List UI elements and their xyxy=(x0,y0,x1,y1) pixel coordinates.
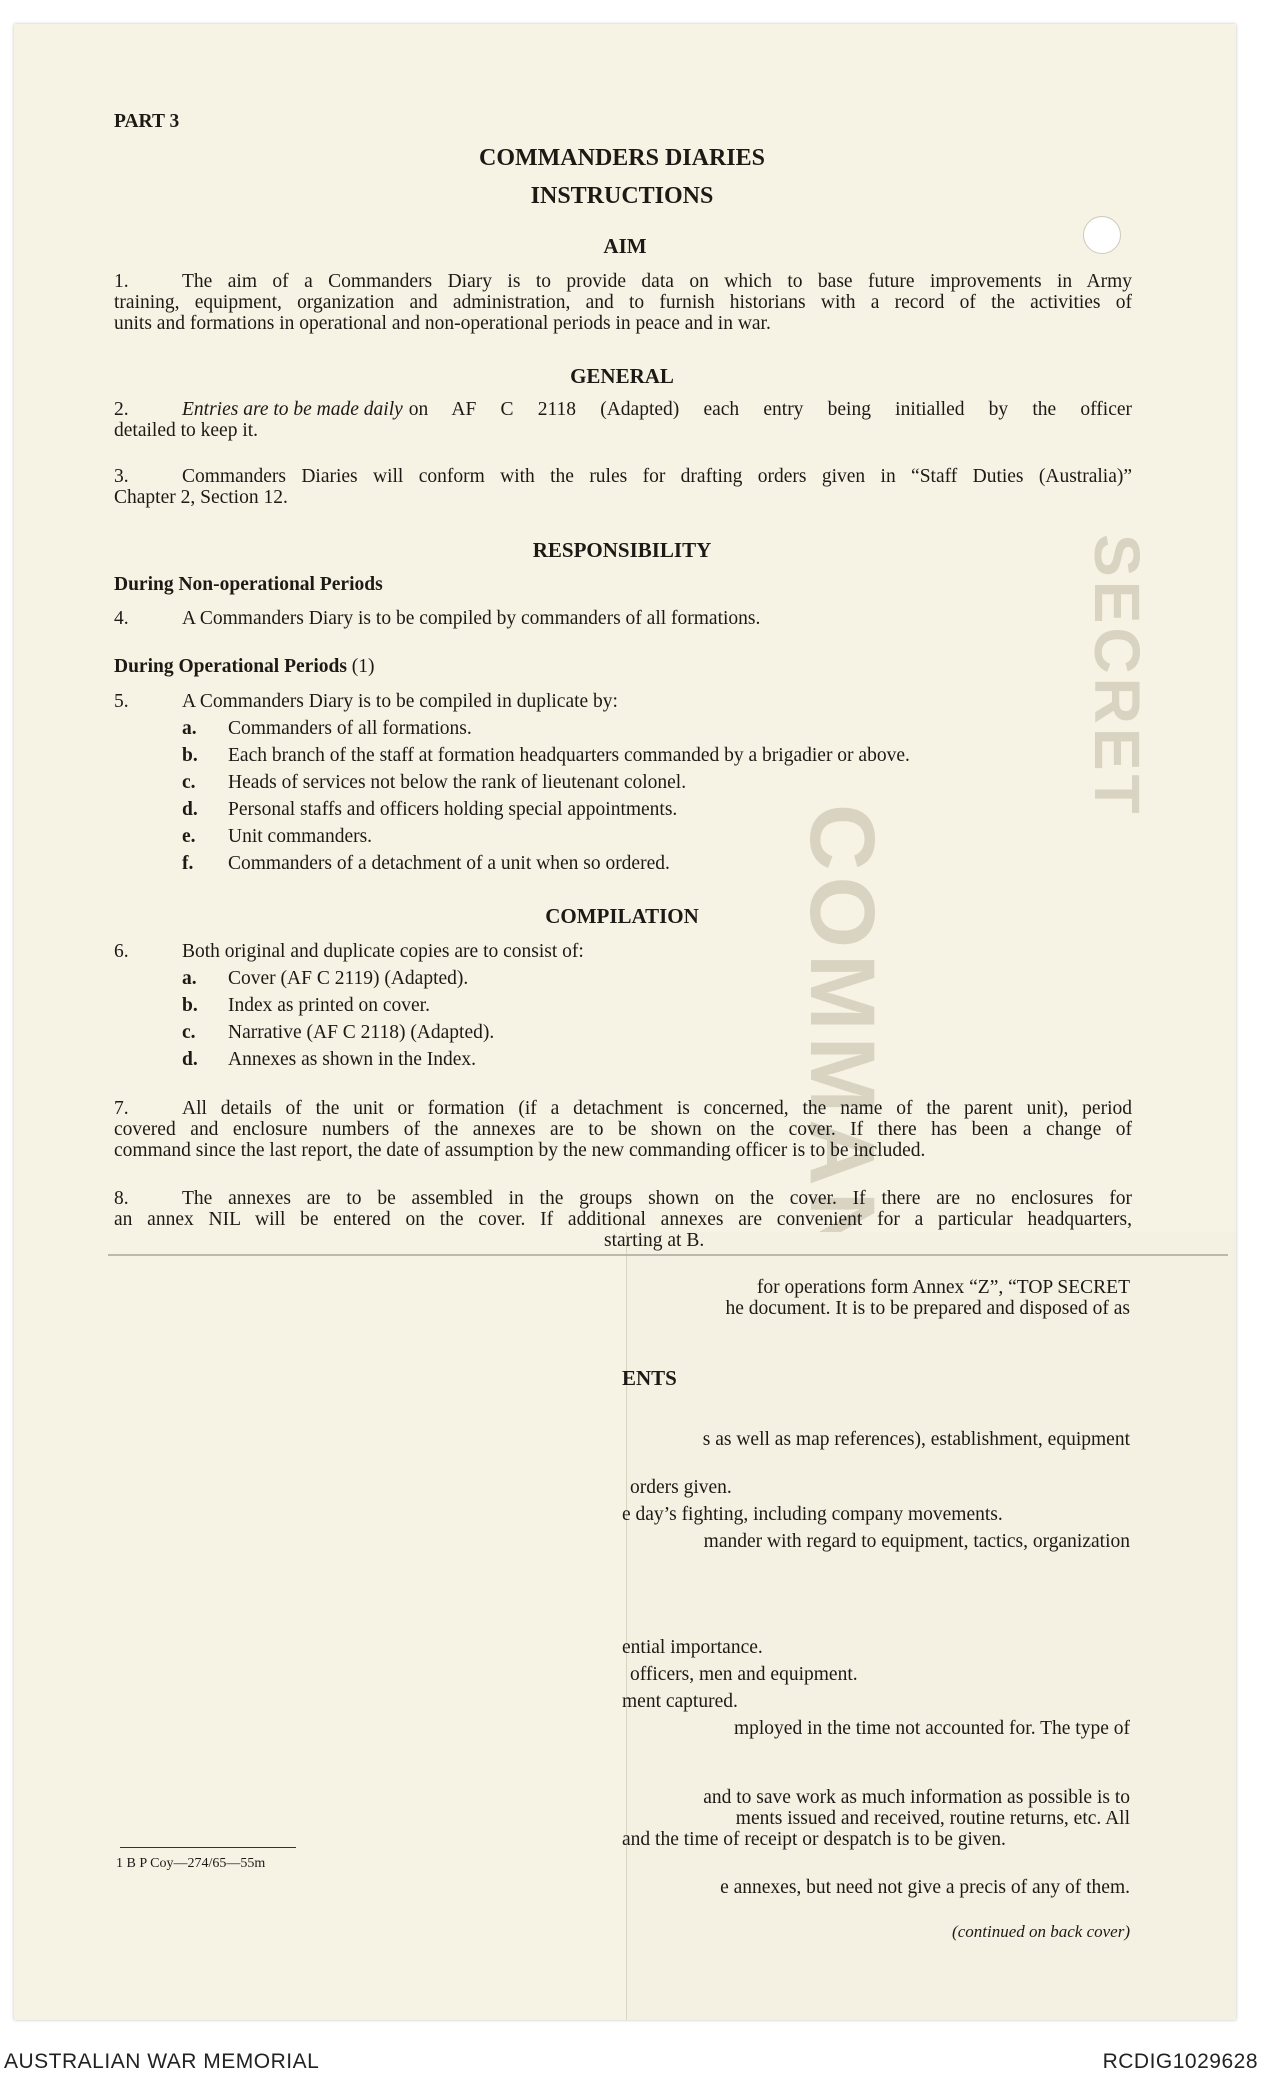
flap-line: e day’s fighting, including company movements. xyxy=(622,1504,1003,1525)
para-6-item-text: Index as printed on cover. xyxy=(228,995,430,1016)
subheading-operational xyxy=(114,655,375,679)
para-5-item-text: Commanders of a detachment of a unit when so ordered. xyxy=(228,853,670,874)
folded-flap xyxy=(626,1232,1236,2020)
para-5-line-1: A Commanders Diary is to be compiled in duplicate by: xyxy=(182,691,618,712)
para-6-number: 6. xyxy=(114,941,129,962)
subheading-operational-note: (1) xyxy=(351,656,375,677)
heading-responsibility: RESPONSIBILITY xyxy=(532,538,712,562)
para-5-number: 5. xyxy=(114,691,129,712)
para-1-line-3: units and formations in operational and non-operational periods in peace and in war. xyxy=(114,313,771,334)
para-8-line-2: an annex NIL will be entered on the cover. If additional annexes are convenient for a particular headquarters, xyxy=(114,1209,1132,1230)
para-3-line-1: Commanders Diaries will conform with the rules for drafting orders given in “Staff Duties (Australia)” xyxy=(182,466,1132,487)
para-3-number: 3. xyxy=(114,466,129,487)
para-5-item-letter: b. xyxy=(182,745,198,766)
para-2-line-1 xyxy=(182,398,1132,422)
print-code-rule xyxy=(120,1847,296,1848)
continued-note: (continued on back cover) xyxy=(952,1922,1130,1941)
para-6-line-1: Both original and duplicate copies are to consist of: xyxy=(182,941,584,962)
flap-line: mployed in the time not accounted for. The type of xyxy=(733,1718,1130,1739)
para-2-line-2: detailed to keep it. xyxy=(114,420,259,441)
flap-line: s as well as map references), establishment, equipment xyxy=(702,1429,1130,1450)
para-5-item-text: Personal staffs and officers holding special appointments. xyxy=(228,799,678,820)
para-6-item-letter: b. xyxy=(182,995,198,1016)
page-subtitle: INSTRUCTIONS xyxy=(530,183,714,209)
flap-line: for operations form Annex “Z”, “TOP SECRET xyxy=(756,1277,1130,1298)
subheading-non-operational: During Non-operational Periods xyxy=(114,574,383,595)
para-3-line-2: Chapter 2, Section 12. xyxy=(114,487,288,508)
flap-line: ential importance. xyxy=(622,1637,763,1658)
para-1-line-1: The aim of a Commanders Diary is to provide data on which to base future improvements in Army xyxy=(182,271,1132,292)
heading-aim: AIM xyxy=(603,234,647,258)
para-4-number: 4. xyxy=(114,608,129,629)
flap-line: ment captured. xyxy=(622,1691,738,1712)
para-6-item-text: Narrative (AF C 2118) (Adapted). xyxy=(228,1022,495,1043)
para-2-rest: on AF C 2118 (Adapted) each entry being initialled by the officer xyxy=(408,399,1132,420)
para-5-item-text: Each branch of the staff at formation headquarters commanded by a brigadier or above. xyxy=(228,745,910,766)
flap-line: orders given. xyxy=(630,1477,732,1498)
para-6-item-letter: c. xyxy=(182,1022,196,1043)
flap-line: officers, men and equipment. xyxy=(630,1664,858,1685)
para-5-item-letter: d. xyxy=(182,799,198,820)
para-5-item-text: Commanders of all formations. xyxy=(228,718,472,739)
para-6-item-letter: d. xyxy=(182,1049,198,1070)
para-5-item-letter: e. xyxy=(182,826,196,847)
para-1-number: 1. xyxy=(114,271,129,292)
para-8-line-3: starting at B. xyxy=(604,1230,705,1251)
para-4-line-1: A Commanders Diary is to be compiled by commanders of all formations. xyxy=(182,608,761,629)
para-5-item-letter: a. xyxy=(182,718,197,739)
para-2-number: 2. xyxy=(114,399,129,420)
para-1-line-2: training, equipment, organization and administration, and to furnish historians with a record of the activities of xyxy=(114,292,1132,313)
page-title: COMMANDERS DIARIES xyxy=(478,145,766,171)
para-8-number: 8. xyxy=(114,1188,129,1209)
para-5-item-letter: f. xyxy=(182,853,194,874)
para-7-line-2: covered and enclosure numbers of the annexes are to be shown on the cover. If there has been a change of xyxy=(114,1119,1132,1140)
heading-general: GENERAL xyxy=(570,364,674,388)
bleed-through-secret: SECRET xyxy=(1081,534,1153,818)
heading-compilation: COMPILATION xyxy=(545,904,699,928)
para-6-item-text: Cover (AF C 2119) (Adapted). xyxy=(228,968,469,989)
part-label: PART 3 xyxy=(114,111,180,132)
flap-line: he document. It is to be prepared and disposed of as xyxy=(725,1298,1130,1319)
flap-line: ments issued and received, routine returns, etc. All xyxy=(735,1808,1130,1829)
para-2-italic: Entries are to be made daily xyxy=(182,399,403,420)
flap-line: and the time of receipt or despatch is to be given. xyxy=(622,1829,1006,1850)
flap-line: and to save work as much information as possible is to xyxy=(703,1787,1130,1808)
subheading-operational-text: During Operational Periods xyxy=(114,656,347,677)
para-7-line-1: All details of the unit or formation (if a detachment is concerned, the name of the parent unit), period xyxy=(182,1098,1132,1119)
footer-id: RCDIG1029628 xyxy=(1102,2050,1258,2073)
para-7-line-3: command since the last report, the date of assumption by the new commanding officer is to be included. xyxy=(114,1140,926,1161)
para-7-number: 7. xyxy=(114,1098,129,1119)
para-6-item-letter: a. xyxy=(182,968,197,989)
para-5-item-text: Unit commanders. xyxy=(228,826,373,847)
para-5-item-letter: c. xyxy=(182,772,196,793)
footer-source: AUSTRALIAN WAR MEMORIAL xyxy=(4,2050,320,2073)
para-8-line-1: The annexes are to be assembled in the groups shown on the cover. If there are no enclosures for xyxy=(182,1188,1132,1209)
print-code: 1 B P Coy—274/65—55m xyxy=(116,1856,266,1871)
flap-heading: ENTS xyxy=(622,1366,677,1390)
para-6-item-text: Annexes as shown in the Index. xyxy=(228,1049,477,1070)
flap-line: mander with regard to equipment, tactics, organization xyxy=(703,1531,1130,1552)
para-5-item-text: Heads of services not below the rank of lieutenant colonel. xyxy=(228,772,687,793)
flap-line: e annexes, but need not give a precis of any of them. xyxy=(720,1877,1130,1898)
fold-line xyxy=(108,1254,1228,1256)
